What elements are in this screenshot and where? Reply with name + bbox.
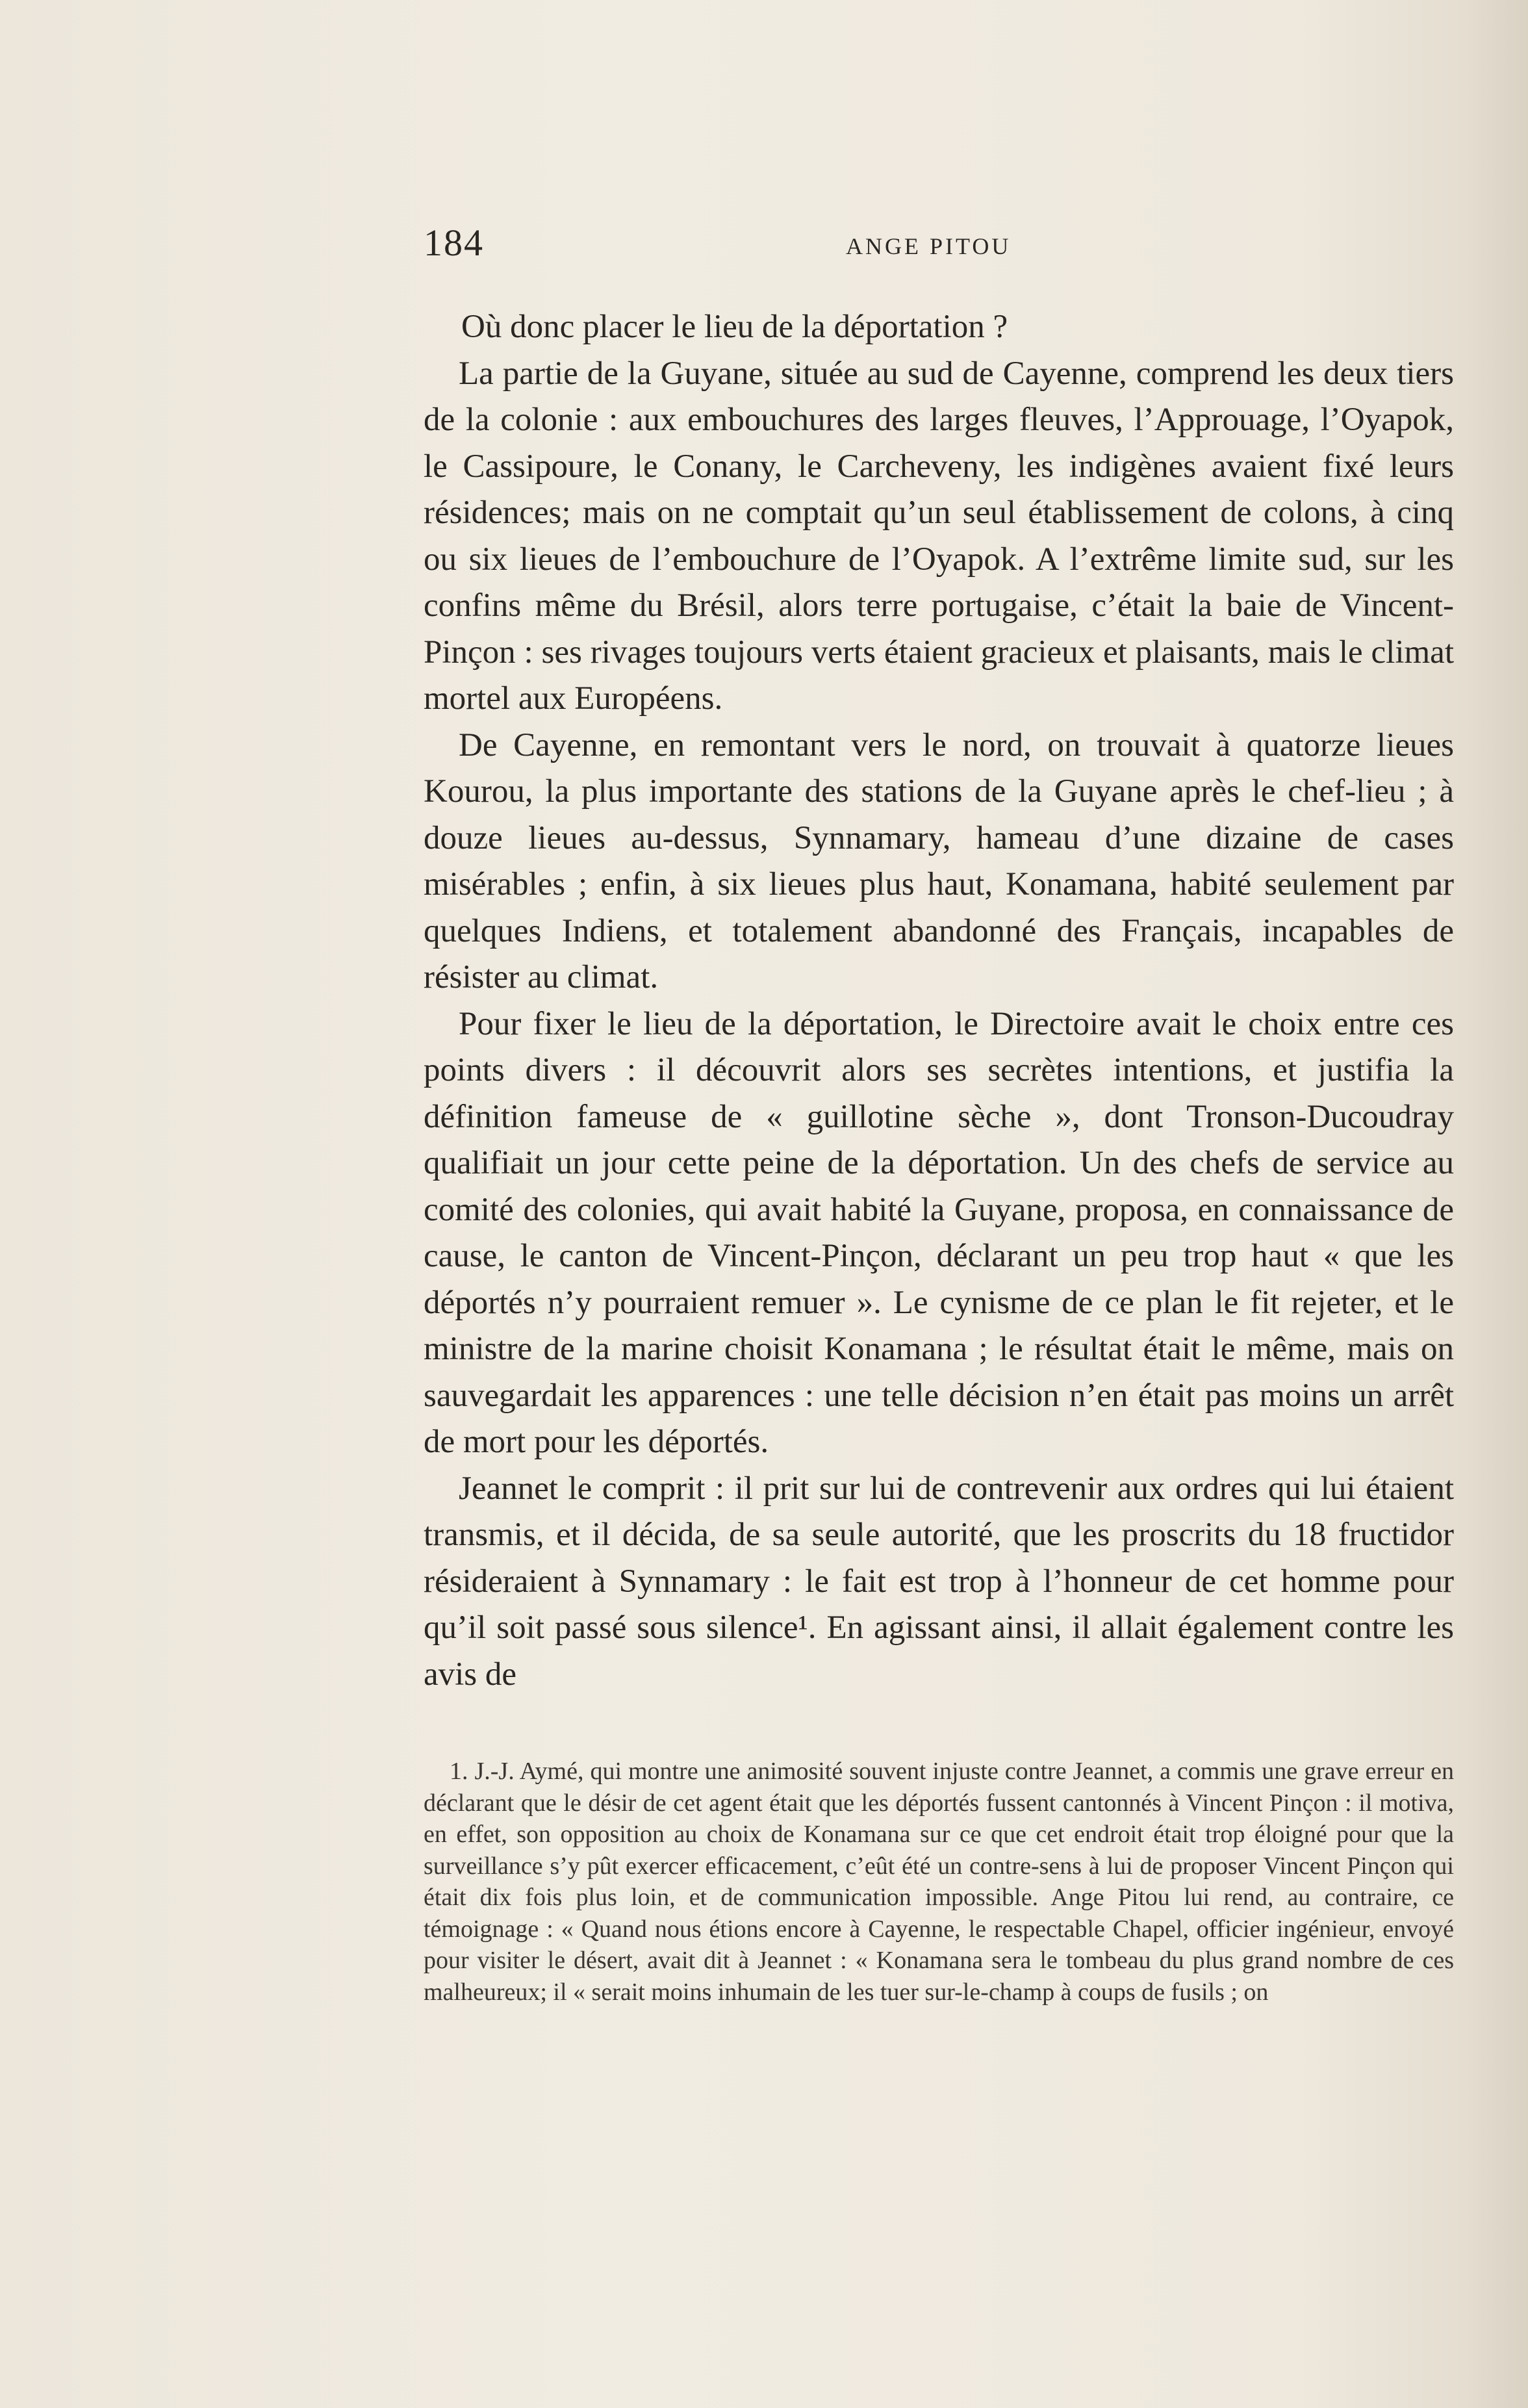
paragraph: Jeannet le comprit : il prit sur lui de contrevenir aux ordres qui lui étaient transmis, et il décida, de sa seule autorité, que les proscrits du 18 fructidor résideraient à Synnamary : le fait est trop à l’honneur de cet homme pour qu’il soit passé sous silence¹. En agissant ainsi, il allait également contre les avis de (424, 1470, 1454, 1693)
page-header (424, 221, 1454, 279)
paragraph: La partie de la Guyane, située au sud de Cayenne, comprend les deux tiers de la colonie : aux embouchures des larges fleuves, l’Approuage, l’Oyapok, le Cassipoure, le Conany, le Carcheveny, les indigènes avaient fixé leurs résidences; mais on ne comptait qu’un seul établissement de colons, à cinq ou six lieues de l’embouchure de l’Oyapok. A l’extrême limite sud, sur les confins même du Brésil, alors terre portugaise, c’était la baie de Vincent-Pinçon : ses rivages toujours verts étaient gracieux et plaisants, mais le climat mortel aux Européens. (424, 355, 1454, 717)
page-number: 184 (424, 222, 484, 264)
main-text (424, 304, 1454, 1698)
paragraph: Où donc placer le lieu de la déportation ? (461, 309, 1008, 345)
footnote: 1. J.-J. Aymé, qui montre une animosité souvent injuste contre Jeannet, a commis une grave erreur en déclarant que le désir de cet agent était que les déportés fussent cantonnés à Vincent Pinçon : il motiva, en effet, son opposition au choix de Konamana sur ce que cet endroit était trop éloigné pour que la surveillance s’y pût exercer efficacement, c’eût été un contre-sens à lui de proposer Vincent Pinçon qui était dix fois plus loin, et de communication impossible. Ange Pitou lui rend, au contraire, ce témoignage : « Quand nous étions encore à Cayenne, le respectable Chapel, officier ingénieur, envoyé pour visiter le désert, avait dit à Jeannet : « Konamana sera le tombeau du plus grand nombre de ces malheureux; il « serait moins inhumain de les tuer sur-le-champ à coups de fusils ; on (424, 1758, 1454, 2006)
running-title: ANGE PITOU (846, 233, 1012, 259)
paragraph: De Cayenne, en remontant vers le nord, on trouvait à quatorze lieues Kourou, la plus importante des stations de la Guyane après le chef-lieu ; à douze lieues au-dessus, Synnamary, hameau d’une dizaine de cases misérables ; enfin, à six lieues plus haut, Konamana, habité seulement par quelques Indiens, et totalement abandonné des Français, incapables de résister au climat. (424, 726, 1454, 995)
footnotes (424, 1756, 1454, 2008)
paragraph: Pour fixer le lieu de la déportation, le Directoire avait le choix entre ces points divers : il découvrit alors ses secrètes intentions, et justifia la définition fameuse de « guillotine sèche », dont Tronson-Ducoudray qualifiait un jour cette peine de la déportation. Un des chefs de service au comité des colonies, qui avait habité la Guyane, proposa, en connaissance de cause, le canton de Vincent-Pinçon, déclarant un peu trop haut « que les déportés n’y pourraient remuer ». Le cynisme de ce plan le fit rejeter, et le ministre de la marine choisit Konamana ; le résultat était le même, mais on sauvegardait les apparences : une telle décision n’en était pas moins un arrêt de mort pour les déportés. (424, 1005, 1454, 1460)
